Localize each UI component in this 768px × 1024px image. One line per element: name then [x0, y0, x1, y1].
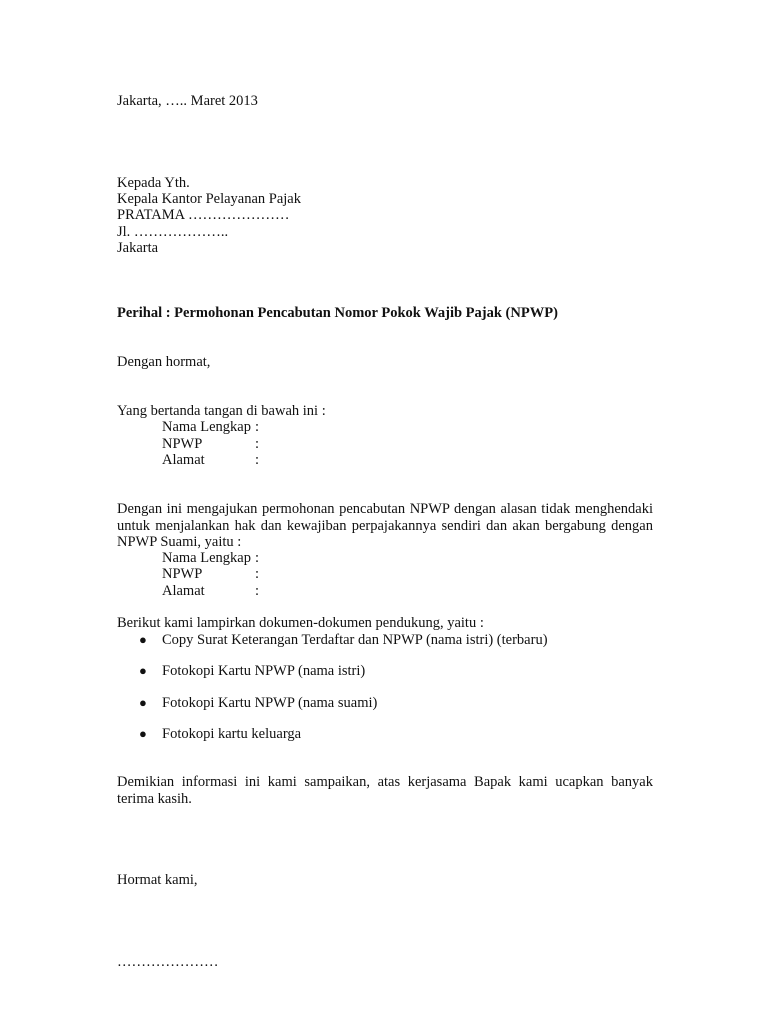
- field-label: Alamat: [162, 452, 205, 468]
- field-separator: :: [255, 452, 260, 468]
- field-label: Nama Lengkap: [162, 419, 251, 435]
- list-item-text: Fotokopi Kartu NPWP (nama istri): [162, 663, 366, 679]
- attachments-intro: Berikut kami lampirkan dokumen-dokumen pendukung, yaitu :: [117, 615, 484, 631]
- field-row: [162, 550, 259, 567]
- field-separator: :: [255, 550, 260, 566]
- list-item: [139, 632, 548, 649]
- list-item-text: Fotokopi Kartu NPWP (nama suami): [162, 695, 378, 711]
- field-label: Alamat: [162, 583, 205, 599]
- regards: Hormat kami,: [117, 872, 198, 888]
- field-row: [162, 583, 259, 600]
- field-separator: :: [255, 419, 260, 435]
- bullet-icon: ●: [139, 726, 147, 741]
- field-label: NPWP: [162, 436, 203, 452]
- bullet-icon: ●: [139, 695, 147, 710]
- recipient-line-4: Jl. ………………..: [117, 224, 229, 240]
- closing-paragraph: Demikian informasi ini kami sampaikan, atas kerjasama Bapak kami ucapkan banyak terima kasih.: [117, 774, 653, 807]
- subject-line: Perihal : Permohonan Pencabutan Nomor Pokok Wajib Pajak (NPWP): [117, 305, 558, 321]
- recipient-line-1: Kepada Yth.: [117, 175, 190, 191]
- field-row: [162, 419, 259, 436]
- field-separator: :: [255, 436, 260, 452]
- intro-text: Yang bertanda tangan di bawah ini :: [117, 403, 326, 419]
- recipient-line-2: Kepala Kantor Pelayanan Pajak: [117, 191, 301, 207]
- field-label: NPWP: [162, 566, 203, 582]
- body-paragraph: Dengan ini mengajukan permohonan pencabutan NPWP dengan alasan tidak menghendaki untuk menjalankan hak dan kewajiban perpajakannya sendiri dan akan bergabung dengan NPWP Suami, yaitu :: [117, 501, 653, 550]
- list-item: [139, 726, 301, 743]
- list-item: [139, 695, 377, 712]
- field-separator: :: [255, 566, 260, 582]
- bullet-icon: ●: [139, 632, 147, 647]
- list-item-text: Fotokopi kartu keluarga: [162, 726, 302, 742]
- recipient-line-5: Jakarta: [117, 240, 159, 256]
- field-label: Nama Lengkap: [162, 550, 251, 566]
- list-item-text: Copy Surat Keterangan Terdaftar dan NPWP (nama istri) (terbaru): [162, 632, 548, 648]
- field-row: [162, 566, 259, 583]
- field-row: [162, 452, 259, 469]
- field-separator: :: [255, 583, 260, 599]
- field-row: [162, 436, 259, 453]
- signature-line: …………………: [117, 954, 219, 970]
- place-date: Jakarta, ….. Maret 2013: [117, 93, 258, 109]
- bullet-icon: ●: [139, 663, 147, 678]
- recipient-line-3: PRATAMA …………………: [117, 207, 290, 223]
- salutation: Dengan hormat,: [117, 354, 211, 370]
- list-item: [139, 663, 365, 680]
